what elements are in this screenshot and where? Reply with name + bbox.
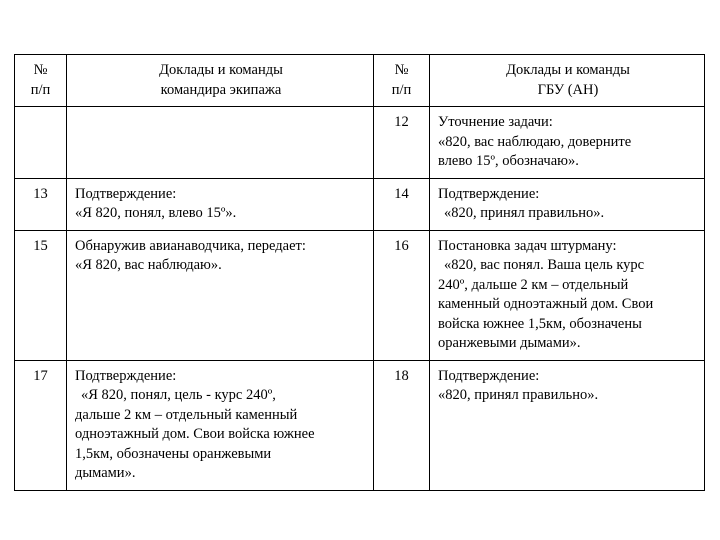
row-right-num: 14 [374,178,430,230]
row-left-text [67,107,374,179]
row-right-text: Подтверждение: «820, принял правильно». [430,360,705,490]
row-left-text: Подтверждение: «Я 820, понял, влево 15º». [67,178,374,230]
header-gbu: Доклады и команды ГБУ (АН) [430,55,705,107]
row-left-num: 17 [15,360,67,490]
table-row [15,178,705,230]
header-num-right: № п/п [374,55,430,107]
header-num-left: № п/п [15,55,67,107]
table-header-row [15,55,705,107]
row-right-text: Уточнение задачи: «820, вас наблюдаю, доверните влево 15º, обозначаю». [430,107,705,179]
table-row [15,360,705,490]
row-left-num [15,107,67,179]
table-row [15,230,705,360]
row-right-num: 18 [374,360,430,490]
row-right-text: Постановка задач штурману: «820, вас понял. Ваша цель курс 240º, дальше 2 км – отдельный каменный одноэтажный дом. Свои войска южнее 1,5км, обозначены оранжевыми дымами». [430,230,705,360]
row-left-num: 15 [15,230,67,360]
header-crew-commander: Доклады и команды командира экипажа [67,55,374,107]
table-row [15,107,705,179]
row-left-text: Обнаружив авианаводчика, передает: «Я 820, вас наблюдаю». [67,230,374,360]
row-left-text: Подтверждение: «Я 820, понял, цель - курс 240º, дальше 2 км – отдельный каменный одноэтажный дом. Свои войска южнее 1,5км, обозначены оранжевыми дымами». [67,360,374,490]
row-right-text: Подтверждение: «820, принял правильно». [430,178,705,230]
command-protocol-table [14,54,705,491]
row-right-num: 16 [374,230,430,360]
row-right-num: 12 [374,107,430,179]
row-left-num: 13 [15,178,67,230]
